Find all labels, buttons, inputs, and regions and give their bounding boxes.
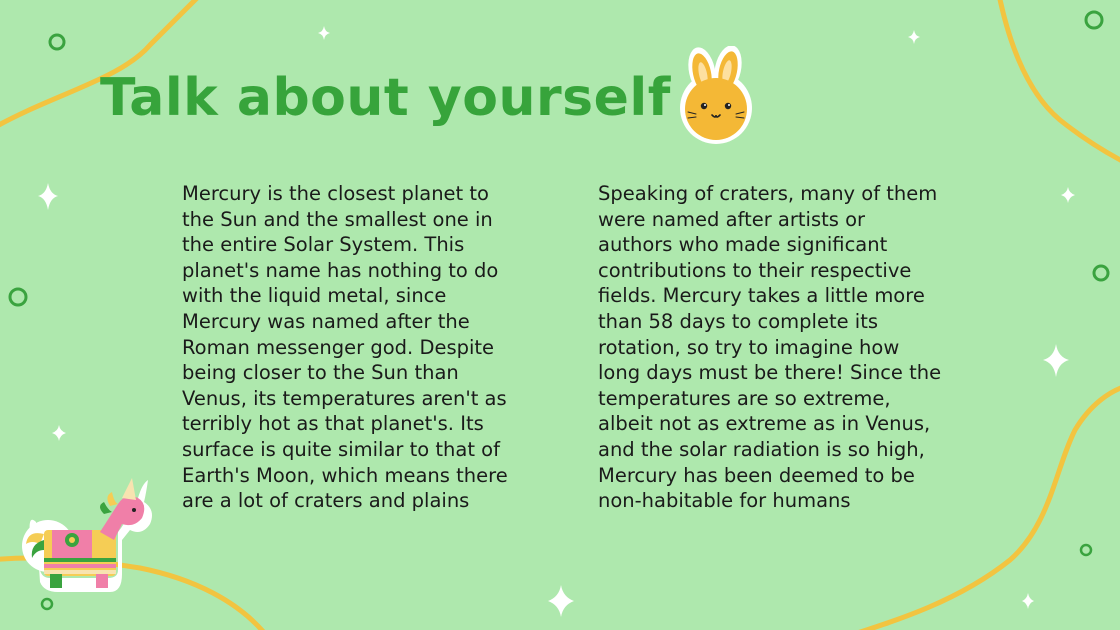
slide-title: Talk about yourself	[100, 68, 671, 128]
sparkle-icon	[1061, 187, 1075, 203]
ring-decoration	[10, 289, 26, 305]
ring-decoration	[1081, 545, 1091, 555]
text-column-left: Mercury is the closest planet to the Sun and the smallest one in the entire Solar System. This planet's name has nothing to do with the liquid metal, since Mercury was named after the Roman messenger god. Despite being closer to the Sun than Venus, its temperatures aren't as terribly hot as that planet's. Its surface is quite similar to that of Earth's Moon, which means there are a lot of craters and plains	[182, 182, 508, 513]
unicorn-pinata-sticker-icon	[18, 474, 158, 598]
sparkle-icon	[318, 26, 330, 40]
ring-decoration	[42, 599, 52, 609]
bunny-face-sticker-icon	[676, 46, 756, 146]
ring-decoration	[50, 35, 64, 49]
sparkle-icon	[1043, 344, 1069, 377]
sparkle-icon	[908, 30, 920, 44]
sparkle-icon	[38, 183, 58, 210]
sparkle-icon	[52, 425, 66, 441]
sparkle-icon	[548, 585, 574, 617]
text-column-right: Speaking of craters, many of them were named after artists or authors who made significant contributions to their respective fields. Mercury takes a little more than 58 days to complete its rotation, so try to imagine how long days must be there! Since the temperatures are so extreme, albeit not as extreme as in Venus, and the solar radiation is so high, Mercury has been deemed to be non-habitable for humans	[598, 182, 942, 513]
ring-decoration	[1086, 12, 1102, 28]
sparkle-icon	[1022, 593, 1034, 609]
ring-decoration	[1094, 266, 1108, 280]
